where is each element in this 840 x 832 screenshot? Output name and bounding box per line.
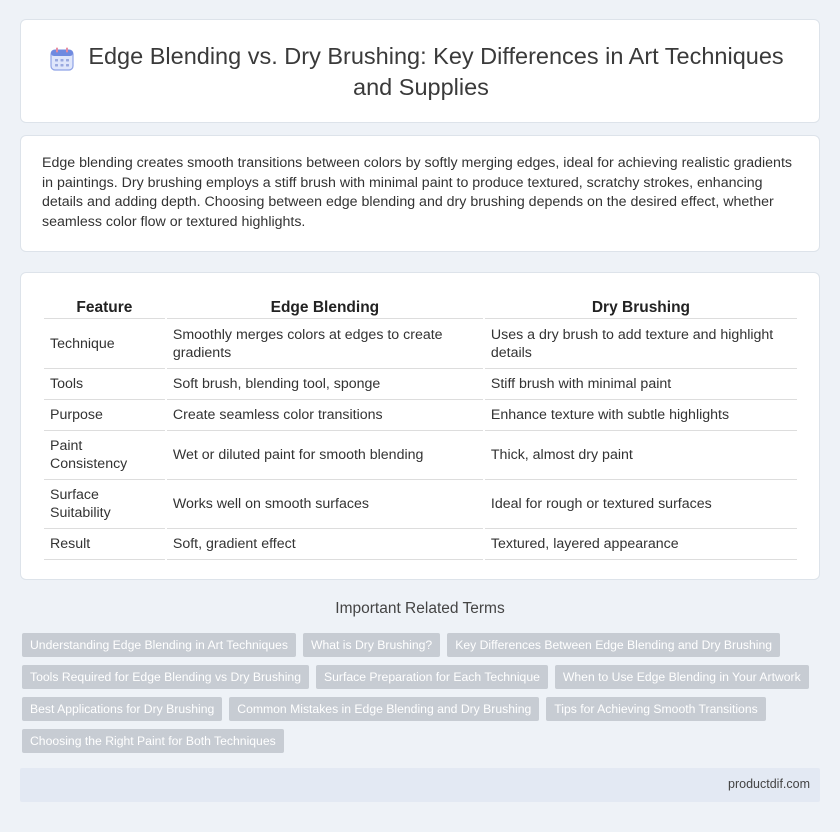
related-term-tag[interactable]: Tools Required for Edge Blending vs Dry Brushing bbox=[22, 665, 309, 689]
page-title: Edge Blending vs. Dry Brushing: Key Differences in Art Techniques and Supplies bbox=[88, 43, 784, 100]
related-term-tag[interactable]: Common Mistakes in Edge Blending and Dry Brushing bbox=[229, 697, 539, 721]
edge-blending-cell: Works well on smooth surfaces bbox=[167, 480, 483, 529]
related-terms-heading: Important Related Terms bbox=[335, 600, 505, 617]
dry-brushing-cell: Textured, layered appearance bbox=[485, 529, 797, 560]
edge-blending-cell: Smoothly merges colors at edges to create gradients bbox=[167, 319, 483, 369]
header-feature: Feature bbox=[44, 295, 165, 319]
edge-blending-cell: Create seamless color transitions bbox=[167, 400, 483, 431]
related-term-tag[interactable]: When to Use Edge Blending in Your Artwork bbox=[555, 665, 809, 689]
table-row bbox=[44, 529, 797, 560]
feature-cell: Purpose bbox=[44, 400, 165, 431]
related-term-tag[interactable]: Key Differences Between Edge Blending and Dry Brushing bbox=[447, 633, 780, 657]
title-wrap bbox=[21, 20, 821, 124]
feature-cell: Paint Consistency bbox=[44, 431, 165, 480]
related-term-tag[interactable]: Best Applications for Dry Brushing bbox=[22, 697, 222, 721]
site-name[interactable]: productdif.com bbox=[728, 777, 810, 791]
header-dry-brushing: Dry Brushing bbox=[485, 295, 797, 319]
feature-cell: Tools bbox=[44, 369, 165, 400]
tag-row bbox=[22, 665, 822, 689]
header-edge-blending: Edge Blending bbox=[167, 295, 483, 319]
tag-row bbox=[22, 633, 822, 657]
table-row bbox=[44, 480, 797, 529]
tag-row bbox=[22, 697, 822, 721]
related-term-tag[interactable]: Choosing the Right Paint for Both Techniques bbox=[22, 729, 284, 753]
feature-cell: Surface Suitability bbox=[44, 480, 165, 529]
related-term-tag[interactable]: Understanding Edge Blending in Art Techniques bbox=[22, 633, 296, 657]
intro-paragraph: Edge blending creates smooth transitions between colors by softly merging edges, ideal for achieving realistic gradients in paintings. Dry brushing employs a stiff brush with minimal paint to produce textured, scratchy strokes, enhancing details and adding depth. Choosing between edge blending and dry brushing depends on the desired effect, whether seamless color flow or textured highlights. bbox=[42, 155, 792, 230]
related-term-tag[interactable]: Surface Preparation for Each Technique bbox=[316, 665, 548, 689]
intro-card bbox=[20, 135, 820, 252]
dry-brushing-cell: Uses a dry brush to add texture and highlight details bbox=[485, 319, 797, 369]
feature-cell: Technique bbox=[44, 319, 165, 369]
related-term-tag[interactable]: What is Dry Brushing? bbox=[303, 633, 440, 657]
table-row bbox=[44, 431, 797, 480]
table-row bbox=[44, 369, 797, 400]
dry-brushing-cell: Stiff brush with minimal paint bbox=[485, 369, 797, 400]
edge-blending-cell: Soft, gradient effect bbox=[167, 529, 483, 560]
tag-row bbox=[22, 729, 822, 753]
comparison-table bbox=[42, 295, 799, 560]
edge-blending-cell: Soft brush, blending tool, sponge bbox=[167, 369, 483, 400]
dry-brushing-cell: Enhance texture with subtle highlights bbox=[485, 400, 797, 431]
table-row bbox=[44, 319, 797, 369]
table-header-row bbox=[44, 295, 797, 319]
feature-cell: Result bbox=[44, 529, 165, 560]
dry-brushing-cell: Thick, almost dry paint bbox=[485, 431, 797, 480]
comparison-card bbox=[20, 272, 820, 580]
footer bbox=[20, 768, 820, 802]
related-terms-list bbox=[22, 633, 822, 761]
dry-brushing-cell: Ideal for rough or textured surfaces bbox=[485, 480, 797, 529]
title-card bbox=[20, 19, 820, 123]
related-term-tag[interactable]: Tips for Achieving Smooth Transitions bbox=[546, 697, 765, 721]
table-row bbox=[44, 400, 797, 431]
edge-blending-cell: Wet or diluted paint for smooth blending bbox=[167, 431, 483, 480]
